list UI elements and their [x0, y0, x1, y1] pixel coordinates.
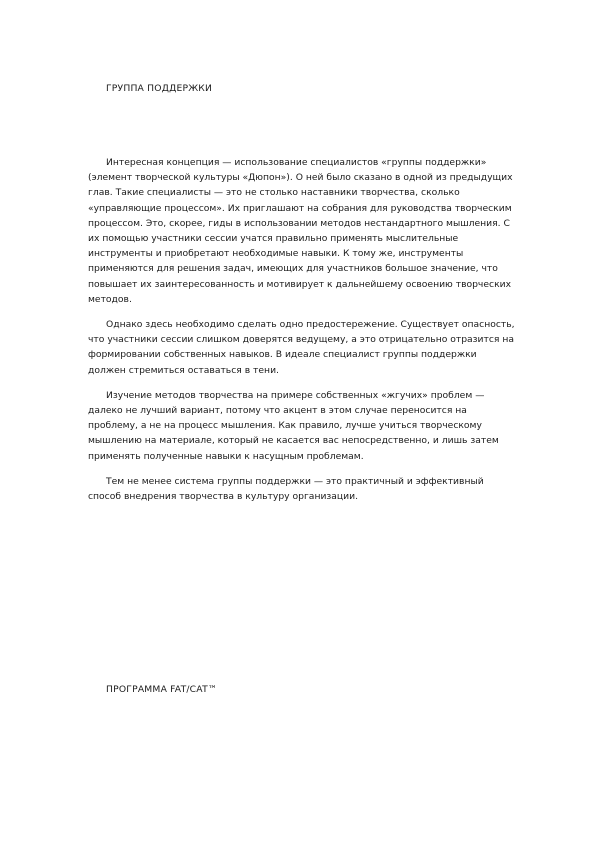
paragraph-3: Изучение методов творчества на примере собственных «жгучих» проблем — далеко не лучший вариант, потому что акцент в этом случае переносится на проблему, а не на процесс мышления. Как правило, лучше учиться творческому мышлению на материале, который не касается вас непосредственно, и лишь затем применять полученные навыки к насущным проблемам.	[88, 389, 499, 462]
paragraph-1: Интересная концепция — использование специалистов «группы поддержки» (элемент творческой культуры «Дюпон»). О ней было сказано в одной из предыдущих глав. Такие специалисты — это не столько наставники творчества, сколько «управляющие процессом». Их приглашают на собрания для руководства творческим процессом. Это, скорее, гиды в использовании методов нестандартного мышления. С их помощью участники сессии учатся правильно применять мыслительные инструменты и приобретают необходимые навыки. К тому же, инструменты применяются для решения задач, имеющих для участников большое значение, что повышает их заинтересованность и мотивирует к дальнейшему освоению творческих методов.	[88, 157, 513, 305]
paragraph-4: Тем не менее система группы поддержки — это практичный и эффективный способ внедрения творчества в культуру организации.	[88, 475, 484, 503]
paragraph-2: Однако здесь необходимо сделать одно предостережение. Существует опасность, что участники сессии слишком доверятся ведущему, а это отрицательно отразится на формировании собственных навыков. В идеале специалист группы поддержки должен стремиться оставаться в тени.	[88, 319, 515, 376]
document-body	[88, 155, 516, 514]
section-heading-fat-cat-program: ПРОГРАММА FAT/CAT™	[106, 684, 218, 695]
section-heading-support-group: ГРУППА ПОДДЕРЖКИ	[106, 83, 213, 94]
